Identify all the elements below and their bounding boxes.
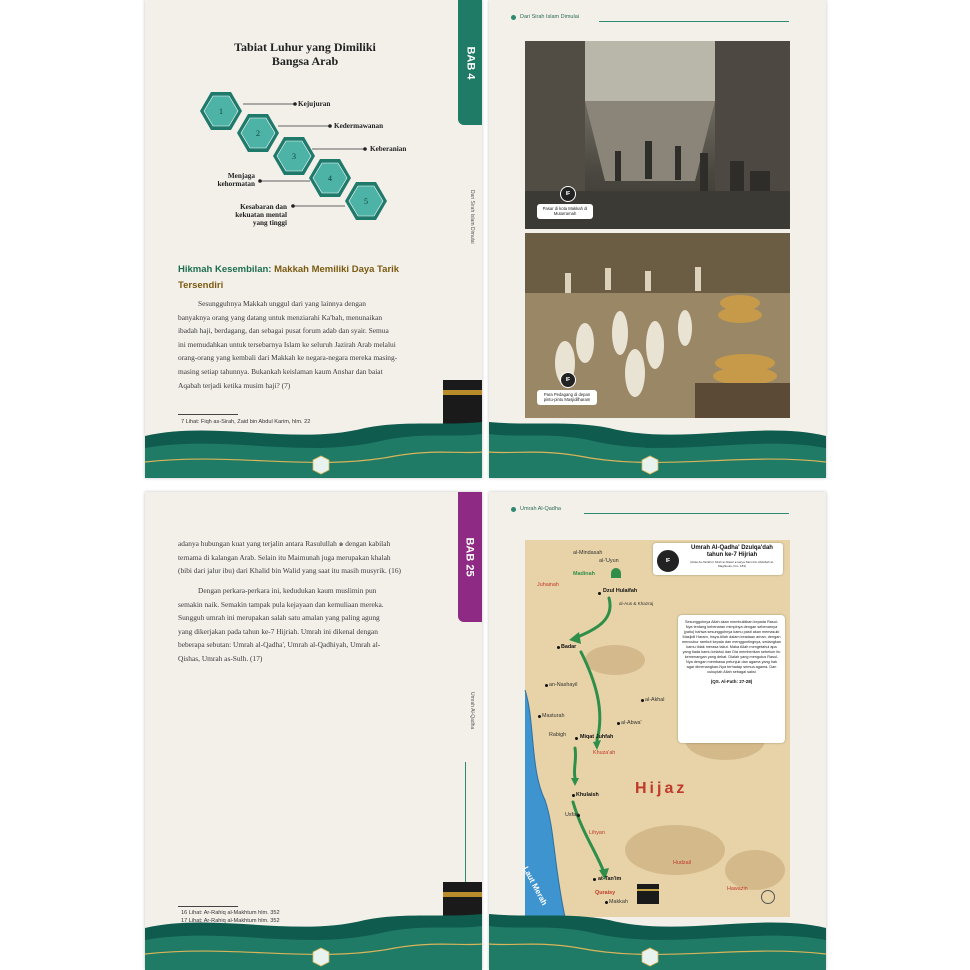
trait-label-5-line1: Kesabaran dan [240,203,287,211]
page-number: 226 [644,444,655,450]
footnote-rule [178,906,238,907]
body-paragraph [178,297,446,392]
map-source: (Atlas As-Tarikhi li Sirah ar-Rasul ๑ karya Sami bin Abdullah al-Maghlouts, hlm. 183) [690,560,774,568]
body-line: ternama di kalangan Arab. Selain itu Maimunah juga merupakan khalah [178,552,391,562]
map-label-madinah: Madinah [573,571,595,577]
route-segment [575,598,610,638]
map-point [641,699,644,702]
body-line: Aqabah terjadi ketika musim haji? (7) [178,380,291,390]
chapter-tab [458,492,482,622]
map-label-dzul-hulaifah: Dzul Hulaifah [603,588,638,594]
footnote: 17 Lihat: Ar-Rahiq al-Makhtum hlm. 352 [181,918,280,924]
map-label-miqat-juhfah: Miqat Juhfah [580,734,614,740]
page-number: 37 [317,936,325,942]
route-segment [574,748,575,778]
trait-label-5 [217,203,287,227]
map-label-usfan: Usfan [565,812,580,818]
header-ornament-icon [511,507,516,512]
map-label-rabigh: Rabigh [549,732,567,738]
header-rule [584,513,789,514]
map-title-box [653,543,783,575]
book-page-37 [145,492,482,970]
trait-label-1: Kejujuran [298,100,331,108]
map-label-aus-khazraj: al-Aus & Khazraj [619,601,654,606]
page-number: 38 [646,936,654,942]
kaaba-icon [637,884,659,904]
map-label-quraisy: Quraisy [595,890,616,896]
map-point [538,715,541,718]
body-line: Sesungguhnya Makkah unggul dari yang lainnya dengan [198,299,366,308]
body-line: orang-orang yang kembali dari Makkah ke negara-negara mereka masing- [178,353,398,363]
running-header [511,14,579,20]
section-heading [178,262,458,294]
body-line: yang dikerjakan pada tahun ke-7 Hijriah. Umrah ini dikenal dengan [178,626,378,636]
quran-quote-ref: (QS. Al-Fath: 27-28) [710,679,753,684]
chapter-tab-label: BAB 25 [464,537,476,577]
map-label-juhainah: Juhainah [537,582,559,588]
map-label-makkah: Makkah [609,899,628,905]
hexagon-num-3: 3 [292,152,296,161]
map-title-line1: Umrah Al-Qadha' Dzulqa'dah [691,545,773,551]
map-label-uyun: al-'Uyun [599,558,619,564]
diagram-title-line1: Tabiat Luhur yang Dimiliki [234,40,376,54]
mosque-icon [611,568,621,578]
publisher-logo-icon: IF [560,186,576,202]
body-line: ini memudahkan untuk tersebarnya Islam ke seluruh Jazirah Arab melalui [178,339,396,349]
photo-caption-2: Para Pedagang di depan pintu-pintu Masjidilharam [537,390,597,405]
body-line: Qishas, Umrah as-Sulh. (17) [178,653,263,663]
map-label-khulaish: Khulaish [576,792,599,798]
map-label-badar: Badar [561,644,577,650]
market-photo-2 [525,233,790,418]
map-label-at-tanim: at-Tan'im [598,876,622,882]
map-label-masturah: Masturah [542,713,565,719]
publisher-logo-icon: IF [560,372,576,388]
hexagon-num-1: 1 [219,107,223,116]
body-line: (bibi dari jalur ibu) dari Khalid bin Walid yang saat itu masih musyrik. (16) [178,566,401,576]
map-point [557,646,560,649]
map-point [598,592,601,595]
market-photo-1 [525,41,790,229]
map-point [572,794,575,797]
traits-diagram [145,85,482,245]
header-rule [599,21,789,22]
body-line: adanya hubungan kuat yang terjalin antara Rasulullah ๑ dengan kabilah [178,539,391,548]
map-label-laut-merah: Laut Merah [521,865,550,907]
section-heading-title-2: Tersendiri [178,280,224,291]
body-line: banyaknya orang yang datang untuk menziarahi Ka'bah, menunaikan [178,312,383,322]
page-number: 225 [315,444,326,450]
map-label-al-akhal: al-Akhal [645,697,665,703]
running-header [511,506,561,512]
running-header-text: Umrah Al-Qadha [520,506,561,512]
running-header-text: Dari Sirah Islam Dimulai [520,14,579,20]
map-point [605,901,608,904]
map-label-hudzail: Hudzail [673,860,691,866]
side-rule [465,762,466,882]
trait-label-3: Keberanian [370,145,407,153]
side-running-title: Dari Sirah Islam Dimulai [469,190,475,244]
map-label-khuzaah: Khuza'ah [593,750,616,756]
photo-caption-1: Pasar di kota Makkah di Mutarramah [537,204,593,219]
map-label-an-nashayil: an-Nashayil [549,682,578,688]
map-label-lihyan: Lihyan [589,830,605,836]
trait-label-4 [205,172,255,188]
diagram-title [205,40,405,68]
trait-label-5-line3: yang tinggi [252,219,287,227]
side-running-title: Umrah Al-Qadha [469,692,475,730]
map-label-hawazin: Hawazin [727,886,748,892]
map-title-line2: tahun ke-7 Hijriah [706,552,758,558]
map-point [593,878,596,881]
publisher-logo-icon: IF [657,550,679,572]
map-point [545,684,548,687]
body-line: Sungguh umrah ini merupakan salah satu amalan yang paling agung [178,613,380,623]
map-point [617,722,620,725]
header-ornament-icon [511,15,516,20]
body-line: masing setiap tahunnya. Bukankah keislaman kaum Anshar dan baiat [178,366,383,376]
map-label-hijaz: Hijaz [635,780,688,797]
body-line: Dengan perkara-perkara ini, kedudukan kaum muslimin pun [198,586,377,595]
compass-icon [761,890,775,904]
section-heading-prefix: Hikmah Kesembilan: [178,264,272,275]
route-map [521,540,790,917]
body-line: ibadah haji, berdagang, dan sebagai pusat forum adab dan syair. Semua [178,326,389,336]
trait-label-4-line1: Menjaga [227,172,255,180]
book-page-38 [489,492,826,970]
footnote: 7 Lihat: Fiqh as-Sirah, Zaid bin Abdul Karim, hlm. 22 [181,419,311,425]
trait-label-4-line2: kehormatan [217,180,255,188]
hexagon-num-5: 5 [364,197,368,206]
body-paragraph [178,537,445,578]
trait-label-2: Kedermawanan [334,122,384,130]
hexagon-num-2: 2 [256,129,260,138]
book-page-226 [489,0,826,478]
map-title [683,545,781,559]
footnote: 16 Lihat: Ar-Rahiq al-Makhtum hlm. 352 [181,910,280,916]
quran-quote-box [678,615,785,743]
diagram-title-line2: Bangsa Arab [271,54,339,68]
map-label-mindasah: al-Mindasah [573,550,603,556]
chapter-tab-label: BAB 4 [464,45,477,80]
body-line: beberapa sebutan: Umrah al-Qadha', Umrah al-Qadhiyah, Umrah al- [178,640,381,650]
trait-label-5-line2: kekuatan mental [235,211,287,219]
body-paragraph [178,584,445,666]
section-heading-title: Makkah Memiliki Daya Tarik [271,264,400,275]
book-page-225 [145,0,482,478]
quran-quote: Sesungguhnya Allah akan membuktikan kepada Rasul-Nya tentang kebenaran mimpinya dengan sebenarnya (yaitu) bahwa sesungguhnya kamu pasti akan memasuki Masjidil Haram, Insya Allah dalam keadaan aman, dengan mencukur rambut kepala dan mengguntingnya, sedangkan kamu tidak merasa takut. Maka Allah mengetahui apa yang tiada kamu ketahui dan Dia memberikan sebelum itu kemenangan yang dekat. Dialah yang mengutus Rasul-Nya dengan membawa petunjuk dan agama yang hak agar dimenangkan-Nya terhadap semua agama. Dan cukuplah Allah sebagai saksi [682,620,781,674]
map-point [575,737,578,740]
map-label-al-abwa: al-Abwa' [621,720,642,726]
body-line: semakin naik. Semakin tampak pula kejayaan dan kemuliaan mereka. [178,599,384,609]
footnote-rule [178,414,238,415]
hexagon-num-4: 4 [328,174,332,183]
